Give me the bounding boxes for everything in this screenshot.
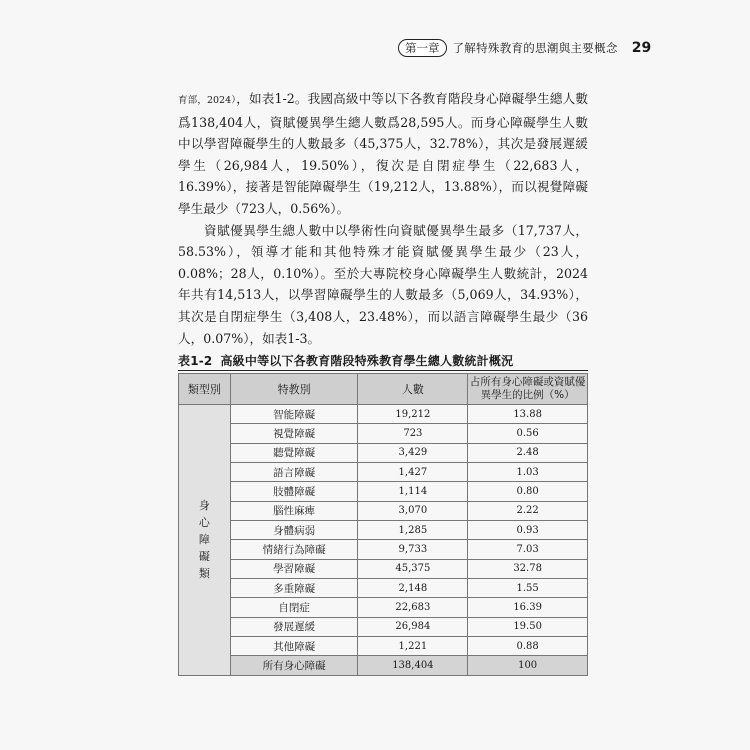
header-type: 特教別	[230, 374, 358, 405]
ratio-cell: 0.88	[468, 637, 588, 656]
table-row	[179, 540, 588, 559]
type-cell: 多重障礙	[230, 579, 358, 598]
paragraph-1	[178, 88, 588, 220]
type-cell: 聽覺障礙	[230, 443, 358, 462]
header-ratio: 占所有身心障礙或資賦優異學生的比例（%）	[468, 374, 588, 405]
ratio-cell: 16.39	[468, 598, 588, 617]
table-caption	[178, 352, 598, 369]
category-label: 身心障礙類	[198, 499, 210, 581]
table-row	[179, 598, 588, 617]
paragraph-2: 資賦優異學生總人數中以學術性向資賦優異學生最多（17,737人，58.53%），領導才能和其他特殊才能資賦優異學生最少（23人，0.08%；28人，0.10%）。至於大專院校身心障礙學生人數統計，2024年共有14,513人，以學習障礙學生的人數最多（5,069人，34.93%），其次是自閉症學生（3,408人，23.48%），而以語言障礙學生最少（36人，0.07%），如表1-3。	[178, 222, 588, 346]
count-cell: 723	[358, 424, 468, 443]
chapter-title: 了解特殊教育的思潮與主要概念	[452, 41, 618, 55]
table-number: 表1-2	[178, 354, 213, 368]
table-row	[179, 463, 588, 482]
type-cell: 肢體障礙	[230, 482, 358, 501]
ratio-cell: 0.56	[468, 424, 588, 443]
count-cell: 45,375	[358, 559, 468, 578]
table-row	[179, 559, 588, 578]
count-cell: 1,114	[358, 482, 468, 501]
ratio-cell: 2.48	[468, 443, 588, 462]
count-cell: 1,427	[358, 463, 468, 482]
type-cell: 情緒行為障礙	[230, 540, 358, 559]
ratio-cell: 0.93	[468, 521, 588, 540]
body-text	[178, 88, 588, 349]
type-cell: 語言障礙	[230, 463, 358, 482]
type-cell: 其他障礙	[230, 637, 358, 656]
page-number: 29	[631, 40, 652, 56]
count-cell: 3,429	[358, 443, 468, 462]
ratio-cell: 7.03	[468, 540, 588, 559]
type-cell: 發展遲緩	[230, 617, 358, 636]
chapter-badge: 第一章	[398, 39, 447, 57]
count-cell: 1,221	[358, 637, 468, 656]
category-cell	[179, 405, 231, 676]
table-row	[179, 617, 588, 636]
ratio-cell: 1.55	[468, 579, 588, 598]
type-cell: 視覺障礙	[230, 424, 358, 443]
table-row	[179, 521, 588, 540]
table-top-rule	[178, 370, 588, 371]
paragraph-1-text: ，如表1-2。我國高級中等以下各教育階段身心障礙學生總人數爲138,404人，資賦優異學生總人數爲28,595人。而身心障礙學生人數中以學習障礙學生的人數最多（45,375人，32.78%），其次是發展遲緩學生（26,984人，19.50%），復次是自閉症學生（22,683人，16.39%），接著是智能障礙學生（19,212人，13.88%），而以視覺障礙學生最少（723人，0.56%）。	[178, 91, 588, 216]
type-cell: 智能障礙	[230, 405, 358, 424]
total-count-cell: 138,404	[358, 656, 468, 675]
count-cell: 1,285	[358, 521, 468, 540]
count-cell: 22,683	[358, 598, 468, 617]
citation-fragment: 育部，2024）	[178, 95, 237, 106]
table-title: 高級中等以下各教育階段特殊教育學生總人數統計概況	[220, 354, 514, 368]
type-cell: 學習障礙	[230, 559, 358, 578]
table-total-row	[179, 656, 588, 675]
header-category: 類型別	[179, 374, 231, 405]
total-type-cell: 所有身心障礙	[230, 656, 358, 675]
table-header-row	[179, 374, 588, 405]
count-cell: 2,148	[358, 579, 468, 598]
table-row	[179, 501, 588, 520]
ratio-cell: 1.03	[468, 463, 588, 482]
table-row	[179, 405, 588, 424]
table-row	[179, 637, 588, 656]
ratio-cell: 32.78	[468, 559, 588, 578]
ratio-cell: 2.22	[468, 501, 588, 520]
total-ratio-cell: 100	[468, 656, 588, 675]
type-cell: 身體病弱	[230, 521, 358, 540]
table-row	[179, 482, 588, 501]
table-row	[179, 579, 588, 598]
table-row	[179, 443, 588, 462]
ratio-cell: 0.80	[468, 482, 588, 501]
type-cell: 腦性麻痺	[230, 501, 358, 520]
ratio-cell: 13.88	[468, 405, 588, 424]
count-cell: 3,070	[358, 501, 468, 520]
count-cell: 9,733	[358, 540, 468, 559]
type-cell: 自閉症	[230, 598, 358, 617]
count-cell: 26,984	[358, 617, 468, 636]
table-row	[179, 424, 588, 443]
table-body	[179, 405, 588, 676]
ratio-cell: 19.50	[468, 617, 588, 636]
count-cell: 19,212	[358, 405, 468, 424]
header-count: 人數	[358, 374, 468, 405]
statistics-table	[178, 373, 588, 676]
running-header	[398, 38, 651, 58]
